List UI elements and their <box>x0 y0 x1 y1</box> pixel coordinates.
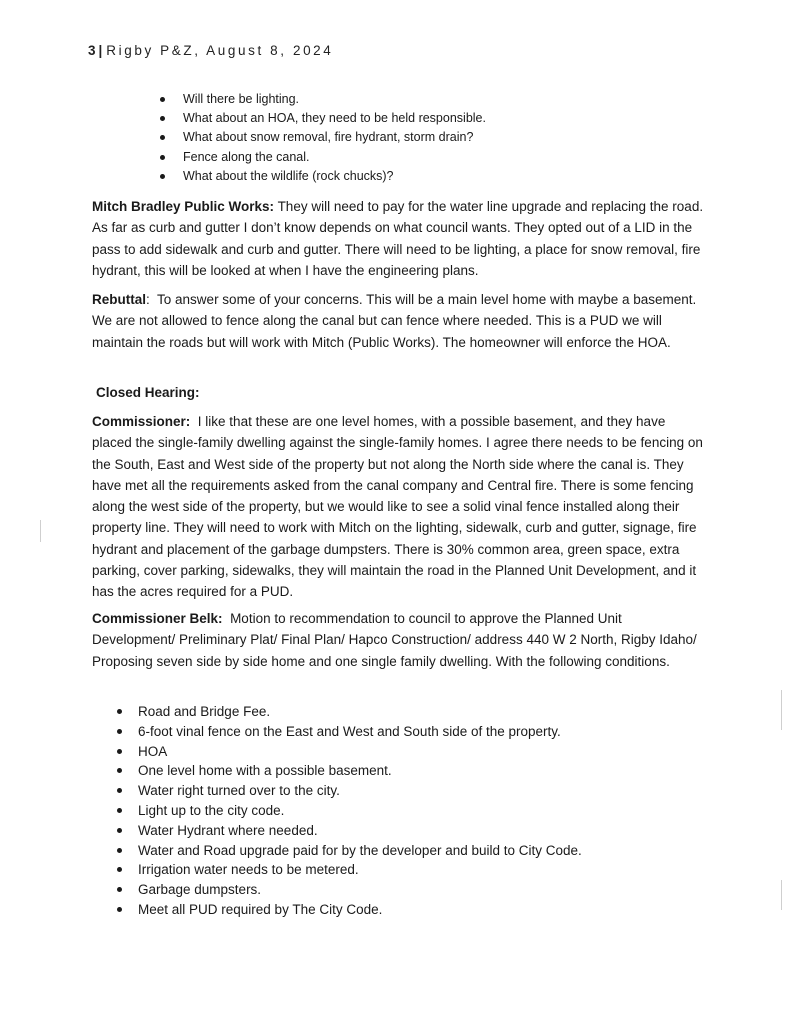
list-item: Will there be lighting. <box>183 90 486 109</box>
page-header <box>88 43 333 58</box>
list-item: Road and Bridge Fee. <box>138 702 582 722</box>
belk-paragraph <box>92 608 704 672</box>
list-item: HOA <box>138 742 582 762</box>
scan-mark <box>781 690 782 730</box>
closed-hearing-heading: Closed Hearing: <box>96 385 200 400</box>
speaker-label: Commissioner Belk: <box>92 611 223 626</box>
scan-mark <box>781 880 782 910</box>
list-item: Fence along the canal. <box>183 148 486 167</box>
paragraph-text: They will need to pay for the water line upgrade and replacing the road. As far as curb and gutter I don’t know depends on what council wants. They opted out of a LID in the pass to add sidewalk and curb and gutter. There will need to be lighting, a place for snow removal, fire hydrant, this will be looked at when I have the engineering plans. <box>92 199 704 278</box>
speaker-label: Commissioner: <box>92 414 191 429</box>
list-item: 6-foot vinal fence on the East and West and South side of the property. <box>138 722 582 742</box>
header-separator: | <box>98 43 103 58</box>
list-item: What about snow removal, fire hydrant, storm drain? <box>183 128 486 147</box>
list-item: What about an HOA, they need to be held responsible. <box>183 109 486 128</box>
concerns-list <box>183 90 486 186</box>
list-item: Garbage dumpsters. <box>138 880 582 900</box>
page-number: 3 <box>88 43 97 58</box>
section-heading <box>96 382 708 403</box>
list-item: Irrigation water needs to be metered. <box>138 860 582 880</box>
header-title: Rigby P&Z, August 8, 2024 <box>106 43 334 58</box>
scan-mark <box>40 520 41 542</box>
paragraph-text: To answer some of your concerns. This will be a main level home with maybe a basement. We are not allowed to fence along the canal but can fence where needed. This is a PUD we will maintain the roads but will work with Mitch (Public Works). The homeowner will enforce the HOA. <box>92 292 697 350</box>
mitch-paragraph <box>92 196 704 281</box>
list-item: Light up to the city code. <box>138 801 582 821</box>
list-item: Water right turned over to the city. <box>138 781 582 801</box>
list-item: Meet all PUD required by The City Code. <box>138 900 582 920</box>
commissioner-paragraph <box>92 411 704 603</box>
list-item: Water Hydrant where needed. <box>138 821 582 841</box>
speaker-colon: : <box>146 292 150 307</box>
paragraph-text: Motion to recommendation to council to approve the Planned Unit Development/ Preliminary Plat/ Final Plan/ Hapco Construction/ address 440 W 2 North, Rigby Idaho/ Proposing seven side by side home and one single family dwelling. With the following conditions. <box>92 611 697 669</box>
paragraph-text: I like that these are one level homes, with a possible basement, and they have placed the single-family dwelling against the single-family homes. I agree there needs to be fencing on the South, East and West side of the property but not along the North side where the canal is. They have met all the requirements asked from the canal company and Central fire. There is some fencing along the west side of the property, but we would like to see a solid vinal fence installed along their property line. They will need to work with Mitch on the lighting, sidewalk, curb and gutter, signage, fire hydrant and placement of the garbage dumpsters. There is 30% common area, green space, extra parking, cover parking, sidewalks, they will maintain the road in the Planned Unit Development, and it has the acres required for a PUD. <box>92 414 703 600</box>
conditions-list <box>138 702 582 920</box>
list-item: Water and Road upgrade paid for by the developer and build to City Code. <box>138 841 582 861</box>
list-item: What about the wildlife (rock chucks)? <box>183 167 486 186</box>
list-item: One level home with a possible basement. <box>138 761 582 781</box>
speaker-label: Rebuttal <box>92 292 146 307</box>
rebuttal-paragraph <box>92 289 704 353</box>
speaker-label: Mitch Bradley Public Works: <box>92 199 275 214</box>
